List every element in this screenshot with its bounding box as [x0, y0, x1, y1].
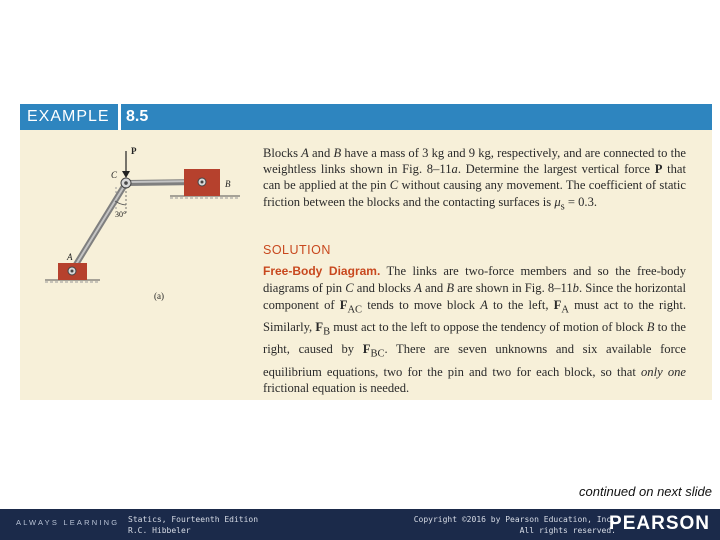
link-ca-highlight	[72, 183, 126, 271]
block-a-label: A	[67, 252, 73, 262]
example-header-bar	[20, 104, 712, 130]
solution-text: Free-Body Diagram. The links are two-force members and so the free-body diagrams of pin C and blocks A and B are shown in Fig. 8–11b. Since the horizontal component of $F_{AC}$ tends to move block A to the left, $F_A$ must act to the right. Similarly, $F_B$ must act to the left to oppose the tendency of motion of block B to the right, caused by $F_{BC}$. There are seven unknowns and six available force equilibrium equations, two for the pin and two for each block, so that only one frictional equation is needed.	[263, 264, 686, 396]
angle-label: 30°	[115, 210, 127, 219]
problem-statement: Blocks A and B have a mass of 3 kg and 9 kg, respectively, and are connected to the weightless links shown in Fig. 8–11a. Determine the largest vertical force P that can be applied at the pin C without causing any movement. The coefficient of static friction between the blocks and the contacting surfaces is $\mu_s = 0.3$.	[263, 146, 686, 213]
solution-heading: SOLUTION	[263, 243, 331, 257]
footer-tagline: ALWAYS LEARNING	[16, 518, 120, 527]
example-label: EXAMPLE	[27, 108, 110, 125]
pin-c-label: C	[111, 170, 118, 180]
force-label: P	[131, 146, 137, 156]
example-number: 8.5	[126, 108, 149, 125]
pearson-logo: PEARSON	[609, 513, 710, 534]
copyright-line: Copyright ©2016 by Pearson Education, Inc.	[413, 515, 616, 524]
rights-line: All rights reserved.	[519, 526, 616, 535]
mechanism-diagram	[30, 135, 260, 310]
header-divider	[118, 104, 121, 130]
continued-note: continued on next slide	[579, 484, 712, 499]
figure-caption: (a)	[154, 291, 164, 301]
footer-book-info	[128, 514, 258, 536]
fbd-title: Free-Body Diagram.	[263, 264, 381, 278]
force-p-arrowhead	[122, 171, 130, 178]
book-author: R.C. Hibbeler	[128, 526, 191, 535]
footer-copyright	[414, 514, 616, 536]
book-title: Statics, Fourteenth Edition	[128, 515, 259, 524]
block-b-label: B	[225, 179, 231, 189]
